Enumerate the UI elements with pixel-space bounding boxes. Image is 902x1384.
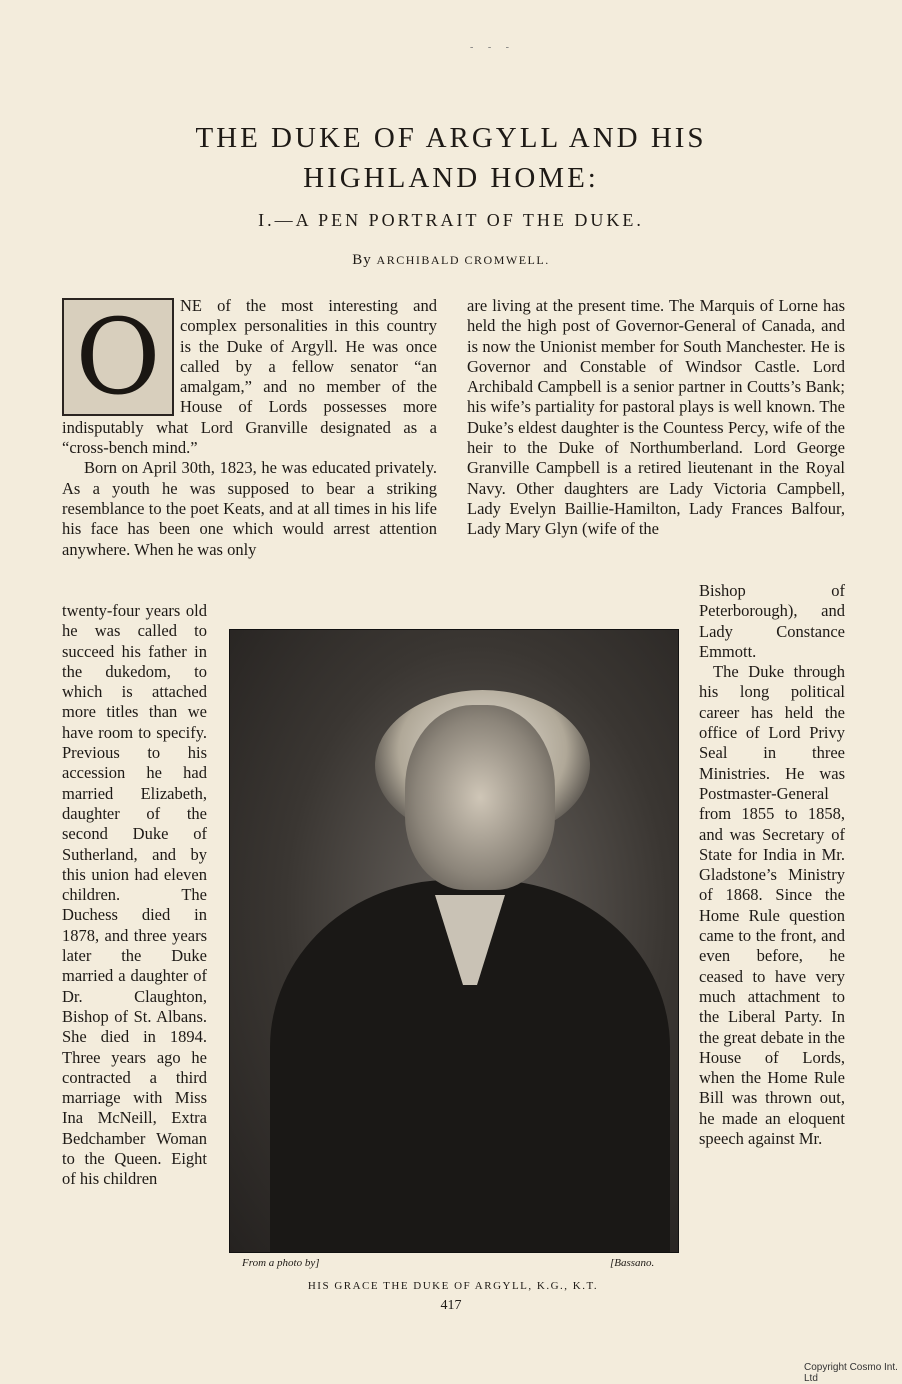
title-line-2: HIGHLAND HOME: (303, 162, 599, 194)
left-paragraph-1: NE of the most interesting and complex personalities in this country is the Duke of Argyll. He was once called by a fellow senator “an amalgam,” and no member of the House of Lords possesses more indisputably what Lord Granville designated as a “cross-bench mind.” (62, 296, 437, 458)
right-narrow-para-2: The Duke through his long political career has held the office of Lord Privy Seal in three Ministries. He was Postmaster-General from 1855 to 1858, and was Secretary of State for India in Mr. Gladstone’s Ministry of 1868. Since the Home Rule question came to the front, and even before, he ceased to have very much attachment to the Liberal Party. In the great debate in the House of Lords, when the Home Rule Bill was thrown out, he made an eloquent speech against Mr. (699, 662, 845, 1149)
left-narrow-column: twenty-four years old he was called to succeed his father in the dukedom, to which is attached more titles than we have room to specify. Previous to his accession he had married Elizabeth, daughter of the second Duke of Sutherland, and by this union had eleven children. The Duchess died in 1878, and three years later the Duke married a daughter of Dr. Claughton, Bishop of St. Albans. She died in 1894. Three years ago he contracted a third marriage with Miss Ina McNeill, Extra Bedchamber Woman to the Queen. Eight of his children (62, 601, 207, 1189)
dropcap-ornament: O (62, 298, 174, 416)
article-title (0, 118, 902, 198)
byline-author: ARCHIBALD CROMWELL. (376, 253, 550, 267)
portrait-face (405, 705, 555, 890)
ornament-dash: - - - (470, 42, 515, 53)
portrait-photo (229, 629, 679, 1253)
left-column (62, 296, 437, 560)
page-number: 417 (440, 1298, 462, 1313)
right-narrow-column (699, 581, 845, 1149)
right-column: are living at the present time. The Marquis of Lorne has held the high post of Governor-General of Canada, and is now the Unionist member for South Manchester. He is Governor and Constable of Windsor Castle. Lord Archibald Campbell is a senior partner in Coutts’s Bank; his wife’s partiality for pastoral plays is well known. The Duke’s eldest daughter is the Countess Percy, wife of the heir to the Duke of Northumberland. Lord George Granville Campbell is a retired lieutenant in the Royal Navy. Other daughters are Lady Victoria Campbell, Lady Evelyn Baillie-Hamilton, Lady Frances Balfour, Lady Mary Glyn (wife of the (467, 296, 845, 539)
photo-credit-left: From a photo by] (242, 1257, 320, 1269)
left-paragraph-2: Born on April 30th, 1823, he was educated privately. As a youth he was supposed to bear a striking resemblance to the poet Keats, and at all times in his life his face has been one which would arrest attention anywhere. When he was only (62, 458, 437, 559)
title-line-1: THE DUKE OF ARGYLL AND HIS (195, 122, 707, 154)
article-subtitle: I.—A PEN PORTRAIT OF THE DUKE. (258, 210, 644, 230)
photo-credit-right: [Bassano. (610, 1257, 655, 1269)
byline-prefix: By (352, 252, 372, 268)
copyright-watermark: Copyright Cosmo Int. Ltd (804, 1362, 898, 1384)
right-narrow-para-1: Bishop of Peterborough), and Lady Constance Emmott. (699, 581, 845, 661)
photo-caption: HIS GRACE THE DUKE OF ARGYLL, K.G., K.T. (307, 1280, 599, 1292)
byline (0, 252, 902, 269)
